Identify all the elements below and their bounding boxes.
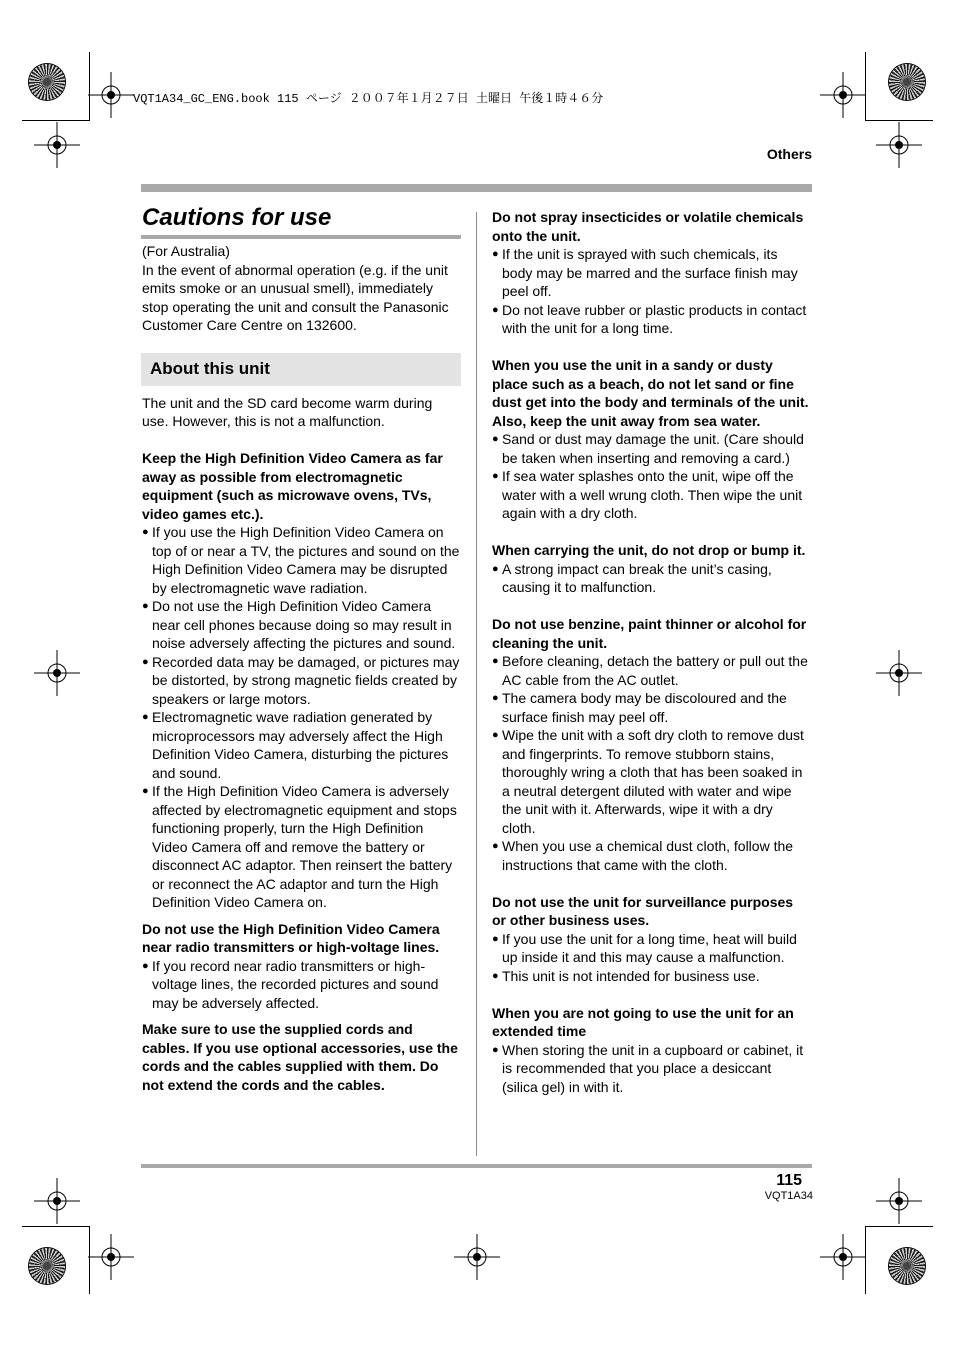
list-item: ● When storing the unit in a cupboard or cabinet, it is recommended that you place a desiccant (silica gel) in with it. — [492, 1041, 804, 1095]
list-item: ● If sea water splashes onto the unit, wipe off the water with a well wrung cloth. Then wipe the unit again with a dry cloth. — [492, 468, 803, 521]
bullet-icon: ● — [492, 729, 499, 741]
column-divider — [476, 212, 477, 1156]
radio-heading: Do not use the High Definition Video Camera near radio transmitters or high-voltage lines. — [142, 920, 440, 955]
bullet-icon: ● — [142, 785, 149, 797]
bullet-icon: ● — [492, 840, 499, 852]
bullet-icon: ● — [492, 969, 499, 982]
cords-heading: Make sure to use the supplied cords and cables. If you use optional accessories, use the cords and the cables supplied with them. Do not extend the cords and the cables. — [142, 1021, 458, 1093]
em-bullet-list — [142, 523, 460, 912]
surveil-bullet-list — [492, 930, 810, 986]
bullet-icon: ● — [142, 526, 149, 538]
bullet-icon: ● — [142, 600, 149, 612]
list-item: ● This unit is not intended for business use. — [492, 967, 760, 984]
page-number: 115 — [776, 1172, 802, 1189]
list-item: ● If you use the High Definition Video Camera on top of or near a TV, the pictures and sound on the High Definition Video Camera may be disrupted by electromagnetic wave radiation. — [142, 524, 460, 596]
header-rule — [141, 184, 812, 192]
bullet-icon: ● — [492, 303, 499, 316]
intro-text: In the event of abnormal operation (e.g. if the unit emits smoke or an unusual smell), immediately stop operating the unit and consult the Panasonic Customer Care Centre on 132600. — [142, 261, 449, 333]
list-item: ● Recorded data may be damaged, or pictures may be distorted, by strong magnetic fields created by speakers or large motors. — [142, 653, 460, 707]
bullet-icon: ● — [492, 248, 499, 260]
crop-line — [22, 120, 90, 121]
right-column — [492, 208, 810, 1096]
title-rule — [141, 235, 461, 239]
crop-line — [865, 1226, 933, 1227]
em-heading: Keep the High Definition Video Camera as far away as possible from electromagnetic equipment (such as microwave ovens, TVs, video games etc.). — [142, 450, 443, 522]
left-column — [142, 242, 460, 1094]
bullet-icon: ● — [142, 711, 149, 723]
bullet-icon: ● — [492, 1043, 499, 1056]
print-header: VQT1A34_GC_ENG.book 115 ページ ２００７年１月２７日 土曜日 午後１時４６分 — [133, 92, 604, 106]
list-item: ● Electromagnetic wave radiation generated by microprocessors may adversely affect the High Definition Video Camera, disturbing the pictures and sound. — [142, 709, 449, 781]
bullet-icon: ● — [492, 655, 499, 667]
storage-heading: When you are not going to use the unit for an extended time — [492, 1004, 794, 1039]
sand-heading-2: Also, keep the unit away from sea water. — [492, 412, 761, 429]
bullet-icon: ● — [142, 959, 149, 972]
carry-heading: When carrying the unit, do not drop or bump it. — [492, 542, 806, 558]
sand-bullet-list — [492, 430, 810, 523]
surveil-heading: Do not use the unit for surveillance purposes or other business uses. — [492, 893, 794, 928]
list-item: ● If the unit is sprayed with such chemicals, its body may be marred and the surface finish may peel off. — [492, 246, 798, 299]
crosshair-icon — [876, 122, 922, 168]
about-text: The unit and the SD card become warm during use. However, this is not a malfunction. — [142, 394, 433, 429]
list-item: ● The camera body may be discoloured and the surface finish may peel off. — [492, 690, 787, 725]
storage-bullet-list — [492, 1041, 810, 1097]
registration-wheel-icon — [29, 1248, 65, 1284]
benzine-bullet-list — [492, 652, 810, 874]
sand-heading: When you use the unit in a sandy or dusty place such as a beach, do not let sand or fine dust get into the body and terminals of the unit. — [492, 357, 809, 410]
about-heading-box — [141, 353, 461, 386]
bullet-icon: ● — [492, 470, 499, 482]
list-item: ● Before cleaning, detach the battery or pull out the AC cable from the AC outlet. — [492, 653, 808, 688]
list-item: ● Do not leave rubber or plastic products in contact with the unit for a long time. — [492, 301, 807, 336]
bullet-icon: ● — [492, 932, 499, 945]
bullet-icon: ● — [142, 655, 149, 668]
page-title: Cautions for use — [142, 204, 332, 231]
spray-bullet-list — [492, 245, 810, 338]
list-item: ● If you use the unit for a long time, heat will build up inside it and this may cause a malfunction. — [492, 930, 797, 965]
list-item: ● If you record near radio transmitters or high-voltage lines, the recorded pictures and sound may be adversely affected. — [142, 957, 439, 1011]
radio-bullet-list — [142, 957, 460, 1013]
registration-wheel-icon — [889, 1248, 925, 1284]
registration-wheel-icon — [29, 64, 65, 100]
section-label: Others — [766, 146, 812, 162]
crop-line — [22, 1226, 90, 1227]
crosshair-icon — [454, 1234, 500, 1280]
list-item: ● A strong impact can break the unit’s casing, causing it to malfunction. — [492, 560, 772, 595]
spray-heading: Do not spray insecticides or volatile chemicals onto the unit. — [492, 209, 804, 244]
crosshair-icon — [88, 1234, 134, 1280]
crosshair-icon — [876, 1178, 922, 1224]
bullet-icon: ● — [492, 692, 499, 704]
crosshair-icon — [34, 122, 80, 168]
crosshair-icon — [876, 650, 922, 696]
about-heading: About this unit — [150, 358, 270, 378]
crosshair-icon — [34, 650, 80, 696]
bullet-icon: ● — [492, 433, 499, 445]
benzine-heading: Do not use benzine, paint thinner or alcohol for cleaning the unit. — [492, 616, 807, 651]
registration-wheel-icon — [889, 64, 925, 100]
list-item: ● Do not use the High Definition Video Camera near cell phones because doing so may result in noise adversely affecting the pictures and sound. — [142, 598, 456, 651]
crop-line — [865, 120, 933, 121]
crosshair-icon — [820, 72, 866, 118]
carry-bullet-list — [492, 560, 810, 597]
list-item: ● If the High Definition Video Camera is adversely affected by electromagnetic equipment and stops functioning properly, turn the High Definition Video Camera off and remove the battery or disconnect AC adaptor. Then reinsert the battery or reconnect the AC adaptor and turn the High Definition Video Camera on. — [142, 783, 457, 910]
crosshair-icon — [88, 72, 134, 118]
model-code: VQT1A34 — [764, 1190, 813, 1202]
list-item: ● Sand or dust may damage the unit. (Care should be taken when inserting and removing a card.) — [492, 431, 804, 466]
intro-label: (For Australia) — [142, 243, 230, 259]
footer-rule — [141, 1164, 812, 1168]
bullet-icon: ● — [492, 562, 499, 575]
list-item: ● Wipe the unit with a soft dry cloth to remove dust and fingerprints. To remove stubborn stains, thoroughly wring a cloth that has been soaked in a neutral detergent diluted with water and wipe the unit with it. Afterwards, wipe it with a dry cloth. — [492, 727, 804, 836]
crosshair-icon — [820, 1234, 866, 1280]
list-item: ● When you use a chemical dust cloth, follow the instructions that came with the cloth. — [492, 838, 794, 873]
crosshair-icon — [34, 1178, 80, 1224]
